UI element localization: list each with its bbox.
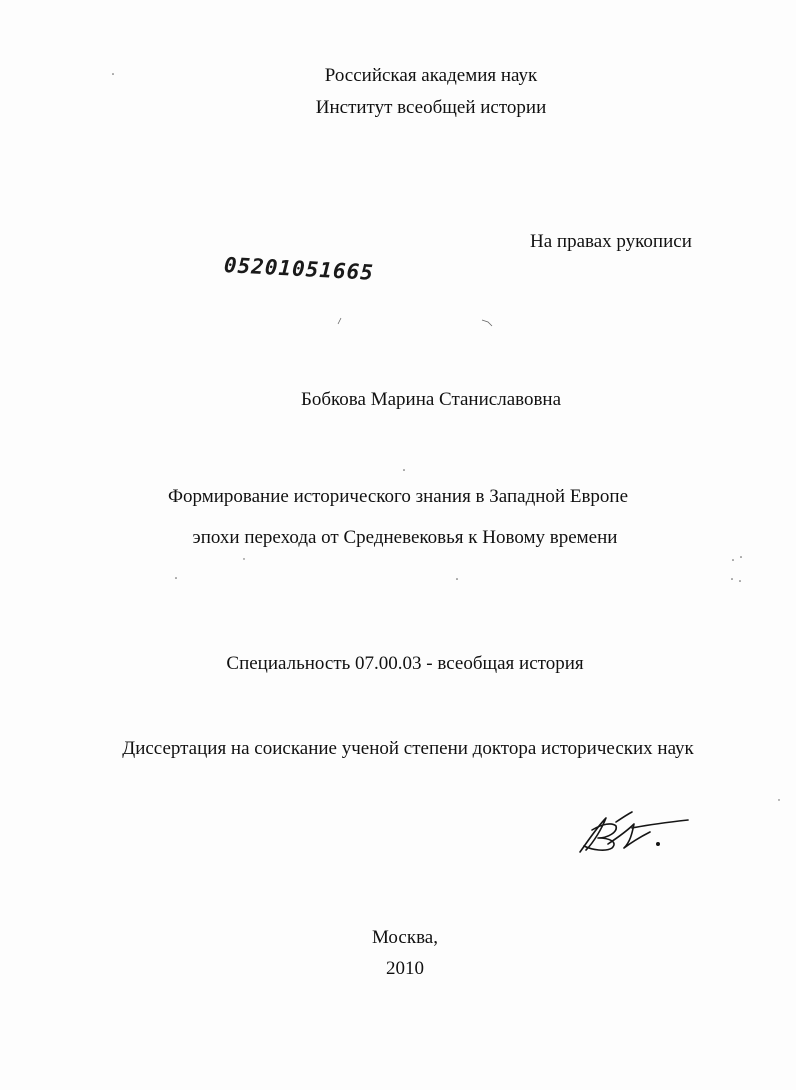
title-line-1: Формирование исторического знания в Западной Европе: [167, 486, 629, 507]
rights-note: На правах рукописи: [530, 231, 692, 252]
academy-name: Российская академия наук: [324, 65, 538, 86]
institute-name: Институт всеобщей истории: [315, 97, 547, 118]
year: 2010: [386, 958, 424, 979]
specialty: Специальность 07.00.03 - всеобщая история: [226, 653, 584, 674]
handwritten-signature-icon: [572, 808, 692, 858]
title-line-2: эпохи перехода от Средневековья к Новому времени: [192, 527, 618, 548]
dissertation-degree: Диссертация на соискание ученой степени доктора исторических наук: [122, 738, 694, 759]
author-name: Бобкова Марина Станиславовна: [300, 389, 562, 410]
library-stamp-number: 05201051665: [223, 253, 375, 285]
city: Москва,: [372, 927, 438, 948]
